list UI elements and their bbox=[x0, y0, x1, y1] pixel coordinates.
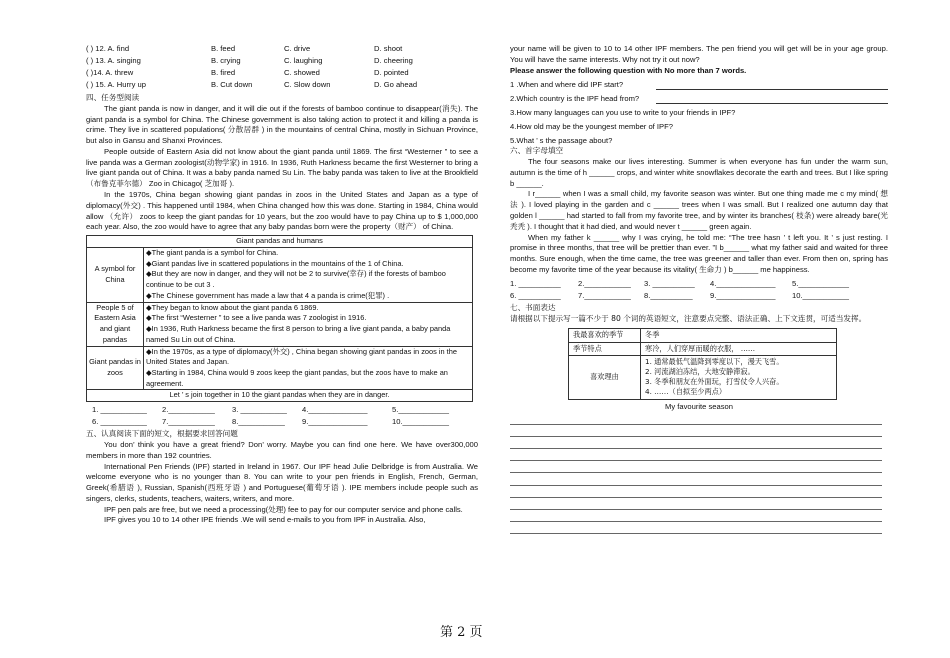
table-item: ◆In 1936, Ruth Harkness became the first 8 person to bring a live giant panda, a baby panda named Su Lin out of China. bbox=[146, 324, 451, 344]
passage-paragraph: In the 1970s, China began showing giant pandas in zoos in the United States and Japan as a type of diplomacy(外交) . This happened until 1984, when China changed how this was done. Starting in 1984, China would allow （允许） zoos to keep the giant pandas for 10 years, but the zoo would have to pay China up to $ 1,000,000 each year. Also, the zoo would have to agree that any baby pandas born were the property（财产） of China. bbox=[86, 190, 478, 232]
writing-line[interactable] bbox=[510, 473, 882, 485]
writing-prompt: 请根据以下提示写一篇不少于 80 个词的英语短文，注意要点完整、语法正确、上下文连贯，可适当发挥。 bbox=[510, 313, 867, 323]
answer-blank[interactable]: 7.___________ bbox=[162, 417, 215, 427]
writing-line[interactable] bbox=[510, 449, 882, 461]
writing-line[interactable] bbox=[510, 510, 882, 522]
option-b: B. feed bbox=[211, 44, 236, 53]
reason-item: 4. ……（自拟至少两点） bbox=[645, 387, 727, 397]
answer-row bbox=[510, 291, 888, 303]
answer-blank[interactable]: 2.___________ bbox=[162, 405, 215, 415]
page-number: 第 2 页 bbox=[440, 625, 483, 640]
option-c: C. showed bbox=[284, 68, 320, 77]
right-column bbox=[510, 44, 888, 534]
question-text: 3.How many languages can you use to write to your friends in IPF? bbox=[510, 107, 736, 117]
fav-table-reasons bbox=[641, 355, 837, 399]
table-item: ◆The Chinese government has made a law that 4 a panda is crime(犯罪) . bbox=[146, 290, 390, 300]
row-content bbox=[144, 346, 473, 390]
question-text: 1 .When and where did IPF start? bbox=[510, 79, 624, 89]
passage-paragraph: When my father k ______ why I was crying, he told me: “The tree hasn ’ t left you. It ’ s just resting. I promise in three months, that tree will be prettier than ever. ”I b______ what my father said and waited for three months. Sure enough, when the time came, the tree was greener and taller than ever. From then on, spring has become my favorite time of the year because its vitality( 生命力 ) b______ me happiness. bbox=[510, 232, 888, 274]
table-item: ◆The giant panda is a symbol for China. bbox=[146, 247, 279, 257]
passage-paragraph: International Pen Friends (IPF) started in Ireland in 1967. Our IPF head Julie Delbridge is from Australia. We welcome everyone who is no younger than 8. You can write to your pen friends in English, French, German, Greek(希腊语 ), Russian, Spanish(西班牙语 ) and Portuguese(葡萄牙语 ). IPE members include people such as singers, clerks, students, teachers, waiters, writers, and more. bbox=[86, 461, 478, 503]
question-text: 4.How old may be the youngest member of IPF? bbox=[510, 121, 673, 131]
section-4-title: 四、任务型阅读 bbox=[86, 93, 140, 102]
row-label: People 5 of Eastern Asia and giant pandas bbox=[87, 302, 144, 346]
answer-blank[interactable]: 5.____________ bbox=[392, 405, 450, 415]
table-item: ◆They began to know about the giant panda 6 1869. bbox=[146, 302, 319, 312]
favourite-season-table bbox=[568, 328, 837, 399]
option-d: D. cheering bbox=[374, 56, 413, 65]
table-item: ◆The first “Westerner ” to see a live panda was 7 zoologist in 1916. bbox=[146, 313, 367, 323]
section-5-title: 五、认真阅读下面的短文，根据要求回答问题 bbox=[86, 429, 238, 439]
passage-paragraph: People outside of Eastern Asia did not know about the giant panda until 1869. The first “Westerner ” to see a live panda was a German zoologist(动物学家) in 1916. In 1936, Ruth Harkness became the first Westerner to bring a live giant panda out of China. It was a baby panda named Su Lin. The baby panda was taken to live at the Brookfield （布鲁克菲尔德） Zoo in Chicago( 芝加哥 ). bbox=[86, 146, 478, 189]
question-row bbox=[510, 132, 888, 146]
option-b: B. fired bbox=[211, 68, 236, 77]
row-content bbox=[144, 247, 473, 302]
row-content bbox=[144, 302, 473, 346]
answer-blank[interactable]: 6. ___________ bbox=[92, 417, 147, 427]
table-footer: Let ’ s join together in 10 the giant pandas when they are in danger. bbox=[87, 390, 473, 402]
giant-panda-table bbox=[86, 235, 473, 402]
passage-paragraph: I r______ when I was a small child, my favorite season was winter. But one thing made me c my mind( 想法 ). I loved playing in the garden and c ______ trees when I was small. But I realized one autumn day that golden l ______ had started to fall from my favorite tree, and by winter its branches( 枝条) were already bare(光秃秃 ). I thought that it had died, and would never t ______ green again. bbox=[510, 189, 888, 231]
answer-blank[interactable]: 4.______________ bbox=[710, 278, 776, 288]
row-label: A symbol for China bbox=[87, 247, 144, 302]
answer-blank[interactable]: 1. __________ bbox=[510, 278, 561, 288]
row-label: Giant pandas in zoos bbox=[87, 346, 144, 390]
left-column bbox=[86, 44, 478, 526]
option-d: D. pointed bbox=[374, 68, 409, 77]
answer-line[interactable] bbox=[656, 81, 888, 90]
option-a: ( )14. A. threw bbox=[86, 68, 134, 77]
answer-blank[interactable]: 5.____________ bbox=[792, 278, 850, 288]
answer-blank[interactable]: 2.___________ bbox=[578, 278, 631, 288]
fav-table-cell: 季节特点 bbox=[569, 342, 641, 355]
writing-line[interactable] bbox=[510, 486, 882, 498]
option-c: C. drive bbox=[284, 44, 311, 53]
passage-paragraph: IPF pen pals are free, but we need a processing(处理) fee to pay for our computer service and phone calls. bbox=[104, 504, 463, 514]
writing-line[interactable] bbox=[510, 437, 882, 449]
reason-item: 3. 冬季和朋友在外面玩，打雪仗令人兴奋。 bbox=[645, 377, 784, 387]
passage-paragraph: IPF gives you 10 to 14 other IPE friends .We will send e-mails to you from IPF in Australia. Also, bbox=[104, 515, 426, 525]
section-6-title: 六、首字母填空 bbox=[510, 146, 564, 156]
fav-table-cell: 寒冷，人们穿厚而暖的衣服， …… bbox=[641, 342, 837, 355]
writing-line[interactable] bbox=[510, 498, 882, 510]
option-a: ( ) 12. A. find bbox=[86, 44, 130, 53]
table-item: ◆Giant pandas live in scattered populations in the mountains of the 1 of China. bbox=[146, 258, 404, 268]
option-d: D. shoot bbox=[374, 44, 403, 53]
answer-blank[interactable]: 6. __________ bbox=[510, 290, 561, 300]
table-item: ◆Starting in 1984, China would 9 zoos keep the giant pandas, but the zoos have to make an agreement. bbox=[146, 367, 448, 388]
answer-blank[interactable]: 9.______________ bbox=[302, 417, 368, 427]
question-text: 2.Which country is the IPF head from? bbox=[510, 93, 640, 103]
passage-paragraph: You don’ think you have a great friend? Don’ worry. Maybe you can find one here. We have over300,000 members in more than 192 countries. bbox=[86, 439, 478, 460]
question-row bbox=[510, 90, 888, 104]
table-item: ◆In the 1970s, as a type of diplomacy(外交) , China began showing giant pandas in zoos in the United States and Japan. bbox=[146, 346, 457, 367]
reason-item: 2. 河流湖泊冻结，大地安静滞寂。 bbox=[645, 366, 755, 376]
option-row bbox=[86, 44, 478, 56]
reason-item: 1. 通常最低气温降到零度以下，漫天飞雪。 bbox=[645, 356, 784, 366]
answer-row bbox=[510, 279, 888, 291]
answer-blank[interactable]: 9.______________ bbox=[710, 290, 776, 300]
answer-blank[interactable]: 3. ___________ bbox=[232, 405, 287, 415]
answer-blanks bbox=[86, 405, 478, 429]
writing-line[interactable] bbox=[510, 522, 882, 534]
answer-blank[interactable]: 10.___________ bbox=[392, 417, 450, 427]
passage-paragraph: your name will be given to 10 to 14 other IPF members. The pen friend you will get will be in your age group. You will have the same interests. Why not try it out now? bbox=[510, 44, 888, 64]
question-row bbox=[510, 76, 888, 90]
answer-blank[interactable]: 10.___________ bbox=[792, 290, 850, 300]
fav-table-cell: 冬季 bbox=[641, 329, 837, 342]
option-row bbox=[86, 56, 478, 68]
answer-blank[interactable]: 3. __________ bbox=[644, 278, 695, 288]
answer-blank[interactable]: 1. ___________ bbox=[92, 405, 147, 415]
answer-blanks bbox=[510, 279, 888, 303]
option-c: C. laughing bbox=[284, 56, 323, 65]
option-a: ( ) 15. A. Hurry up bbox=[86, 80, 146, 89]
table-item: ◆But they are now in danger, and they will not be 2 to survive(幸存) if the forests of bamboo continue to be cut 3 . bbox=[146, 269, 446, 290]
question-instruction: Please answer the following question with No more than 7 words. bbox=[510, 65, 747, 75]
writing-line[interactable] bbox=[510, 412, 882, 424]
answer-blank[interactable]: 4.______________ bbox=[302, 405, 368, 415]
essay-title: My favourite season bbox=[665, 401, 733, 411]
option-d: D. Go ahead bbox=[374, 80, 418, 89]
table-title: Giant pandas and humans bbox=[87, 236, 473, 248]
writing-lines[interactable] bbox=[510, 412, 888, 534]
fav-table-cell: 我最喜欢的季节 bbox=[569, 329, 641, 342]
option-b: B. crying bbox=[211, 56, 241, 65]
answer-blank[interactable]: 8.__________ bbox=[644, 290, 693, 300]
option-row bbox=[86, 68, 478, 80]
option-a: ( ) 13. A. singing bbox=[86, 56, 141, 65]
section-7-title: 七、书面表达 bbox=[510, 302, 556, 312]
passage-paragraph: The giant panda is now in danger, and it will die out if the forests of bamboo continue to disappear(消失). The giant panda is a symbol for China. The Chinese government is also taking action to protect it and killing a panda is crime. They live in scattered populations( 分散居群 ) in the mountains of central China, mostly in Sichuan Province, but also in Gansu and Shanxi Provinces. bbox=[86, 103, 478, 146]
answer-row bbox=[92, 417, 478, 429]
question-row bbox=[510, 104, 888, 118]
writing-line[interactable] bbox=[510, 461, 882, 473]
passage-paragraph: The four seasons make our lives interesting. Summer is when everyone has fun under the warm sun, autumn is the time of h ______ crops, and winter white snowflakes decorate the earth and trees. But I like spring b ______. bbox=[510, 157, 888, 188]
writing-line[interactable] bbox=[510, 425, 882, 437]
option-row bbox=[86, 80, 478, 92]
option-c: C. Slow down bbox=[284, 80, 331, 89]
answer-line[interactable] bbox=[656, 95, 888, 104]
options-block bbox=[86, 44, 478, 92]
answer-row bbox=[92, 405, 478, 417]
answer-blank[interactable]: 8.___________ bbox=[232, 417, 285, 427]
fav-table-cell: 喜欢理由 bbox=[569, 355, 641, 399]
option-b: B. Cut down bbox=[211, 80, 253, 89]
question-text: 5.What ’ s the passage about? bbox=[510, 135, 613, 145]
question-row bbox=[510, 118, 888, 132]
answer-blank[interactable]: 7.___________ bbox=[578, 290, 631, 300]
